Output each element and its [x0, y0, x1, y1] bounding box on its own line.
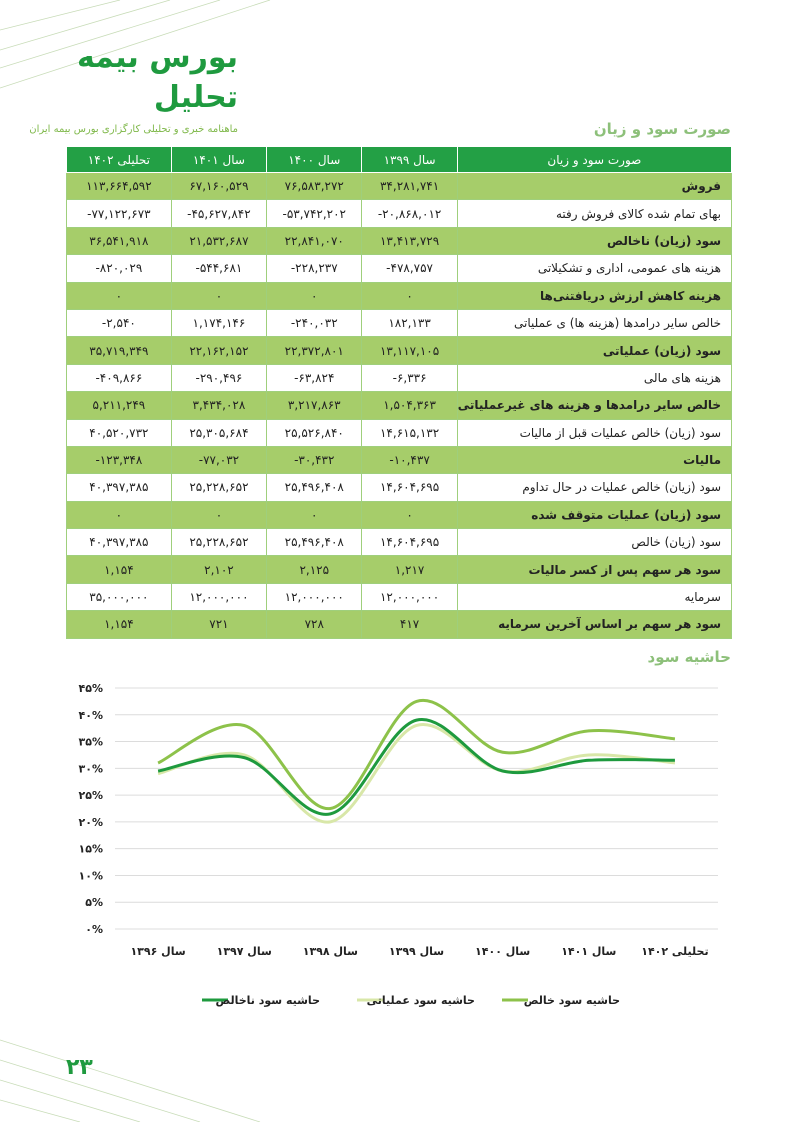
table-cell: [362, 446, 457, 473]
page-number: ۲۳: [66, 1055, 93, 1080]
table-cell: [67, 419, 172, 446]
cell-value: ۰: [311, 507, 318, 522]
table-row: [67, 364, 732, 391]
cell-value: -۱۰,۴۳۷: [389, 453, 430, 468]
table-header: صورت سود و زیان: [457, 147, 731, 173]
y-tick-label: ۴۰%: [78, 708, 103, 722]
cell-value: ۷۲۱: [209, 617, 229, 632]
cell-value: -۲۹۰,۴۹۶: [195, 370, 243, 385]
y-tick-label: ۴۵%: [78, 682, 103, 695]
table-cell: [362, 529, 457, 556]
cell-value: ۰: [406, 507, 413, 522]
table-cell: [67, 611, 172, 638]
table-cell: [67, 173, 172, 200]
cell-value: -۱۲۳,۳۴۸: [95, 453, 143, 468]
cell-value: ۱۴,۶۰۴,۶۹۵: [379, 480, 440, 495]
table-cell: [362, 611, 457, 638]
cell-value: ۱۲,۰۰۰,۰۰۰: [189, 590, 249, 605]
row-label: مالیات: [457, 446, 731, 473]
table-cell: [267, 309, 362, 336]
table-cell: [171, 364, 266, 391]
table-cell: [362, 556, 457, 583]
table-cell: [362, 255, 457, 282]
table-cell: [362, 200, 457, 227]
table-cell: [362, 282, 457, 309]
table-cell: [267, 611, 362, 638]
table-cell: [362, 364, 457, 391]
cell-value: ۳۶,۵۴۱,۹۱۸: [89, 233, 149, 248]
cell-value: ۱,۱۵۴: [104, 562, 134, 577]
section-title-profit-margin: حاشیه سود: [647, 648, 731, 666]
cell-value: ۲۲,۱۶۲,۱۵۲: [189, 343, 249, 358]
income-statement-table: [66, 146, 732, 639]
table-row: [67, 282, 732, 309]
cell-value: ۱۳,۱۱۷,۱۰۵: [379, 343, 440, 358]
cell-value: ۶۷,۱۶۰,۵۲۹: [189, 179, 249, 194]
table-cell: [171, 611, 266, 638]
cell-value: ۱,۱۵۴: [104, 617, 134, 632]
table-cell: [171, 446, 266, 473]
y-tick-label: ۳۵%: [78, 735, 103, 749]
table-cell: [67, 227, 172, 254]
row-label: سود (زیان) خالص عملیات قبل از مالیات: [457, 419, 731, 446]
cell-value: ۲۵,۳۰۵,۶۸۴: [189, 425, 249, 440]
brand-subtitle: ماهنامه خبری و تحلیلی کارگزاری بورس بیمه ایران: [29, 124, 238, 135]
cell-value: -۸۲۰,۰۲۹: [95, 261, 143, 276]
cell-value: ۴۱۷: [399, 617, 420, 632]
row-label: فروش: [457, 173, 731, 200]
table-cell: [171, 282, 266, 309]
table-cell: [171, 200, 266, 227]
row-label: خالص سایر درامدها و هزینه های غیرعملیاتی: [457, 392, 731, 419]
table-cell: [362, 392, 457, 419]
cell-value: -۵۳,۷۴۲,۲۰۲: [282, 206, 347, 221]
cell-value: ۷۲۸: [304, 617, 324, 632]
cell-value: ۲,۱۲۵: [299, 562, 330, 577]
cell-value: -۶۳,۸۲۴: [294, 370, 335, 385]
table-cell: [171, 255, 266, 282]
cell-value: ۳,۲۱۷,۸۶۳: [287, 398, 341, 413]
table-row: [67, 529, 732, 556]
brand-title: بورس بیمه تحلیل: [76, 40, 238, 115]
table-cell: [67, 392, 172, 419]
table-row: [67, 501, 732, 528]
table-header-row: [67, 147, 732, 173]
table-header: سال ۱۴۰۰: [267, 147, 362, 173]
legend-label: حاشیه سود عملیاتی: [366, 994, 475, 1007]
x-tick-label: سال ۱۳۹۸: [302, 945, 358, 958]
cell-value: ۱۱۳,۶۶۴,۵۹۲: [86, 179, 152, 194]
cell-value: ۲۱,۵۳۲,۶۸۷: [189, 233, 249, 248]
table-cell: [267, 583, 362, 610]
cell-value: -۷۷,۰۳۲: [198, 453, 240, 468]
cell-value: -۲۲۸,۲۳۷: [290, 261, 338, 276]
row-label: سود (زیان) ناخالص: [457, 227, 731, 254]
table-row: [67, 446, 732, 473]
table-cell: [362, 173, 457, 200]
table-cell: [267, 446, 362, 473]
row-label: خالص سایر درامدها (هزینه ها) ی عملیاتی: [457, 309, 731, 336]
cell-value: ۱۳,۴۱۳,۷۲۹: [379, 233, 440, 248]
cell-value: ۴۰,۳۹۷,۳۸۵: [89, 480, 149, 495]
cell-value: -۷۷,۱۲۲,۶۷۳: [87, 206, 151, 221]
y-tick-label: ۰%: [85, 923, 103, 936]
table-cell: [67, 364, 172, 391]
cell-value: -۲۰,۸۶۸,۰۱۲: [377, 206, 442, 221]
row-label: سود هر سهم پس از کسر مالیات: [457, 556, 731, 583]
table-cell: [67, 474, 172, 501]
table-row: [67, 474, 732, 501]
cell-value: -۴۵,۶۲۷,۸۴۲: [187, 206, 251, 221]
row-label: هزینه های مالی: [457, 364, 731, 391]
row-label: سود (زیان) خالص عملیات در حال تداوم: [457, 474, 731, 501]
table-cell: [171, 227, 266, 254]
series-line: [158, 725, 675, 823]
section-title-income-statement: صورت سود و زیان: [593, 120, 731, 138]
table-cell: [171, 309, 266, 336]
cell-value: -۲,۵۴۰: [101, 316, 136, 331]
cell-value: ۳۵,۷۱۹,۳۴۹: [89, 343, 149, 358]
table-cell: [171, 583, 266, 610]
table-header: سال ۱۳۹۹: [362, 147, 457, 173]
cell-value: -۶,۳۳۶: [392, 370, 427, 385]
cell-value: -۴۰۹,۸۶۶: [95, 370, 143, 385]
cell-value: ۵,۲۱۱,۲۴۹: [92, 398, 146, 413]
table-cell: [67, 501, 172, 528]
table-cell: [267, 364, 362, 391]
cell-value: ۳,۴۳۴,۰۲۸: [192, 398, 246, 413]
row-label: سود هر سهم بر اساس آخرین سرمایه: [457, 611, 731, 638]
table-cell: [267, 227, 362, 254]
cell-value: ۲,۱۰۲: [204, 562, 234, 577]
cell-value: ۲۲,۸۴۱,۰۷۰: [284, 233, 344, 248]
cell-value: ۳۵,۰۰۰,۰۰۰: [89, 590, 149, 605]
cell-value: ۷۶,۵۸۳,۲۷۲: [284, 179, 344, 194]
row-label: سود (زیان) عملیات متوقف شده: [457, 501, 731, 528]
cell-value: ۱,۲۱۷: [394, 562, 425, 577]
brand-header: [18, 38, 238, 135]
y-tick-label: ۳۰%: [78, 762, 103, 776]
table-cell: [171, 419, 266, 446]
table-cell: [267, 255, 362, 282]
cell-value: ۱۴,۶۱۵,۱۳۲: [379, 425, 440, 440]
cell-value: ۰: [215, 507, 223, 522]
cell-value: ۲۲,۳۷۲,۸۰۱: [284, 343, 344, 358]
cell-value: ۱۲,۰۰۰,۰۰۰: [379, 590, 440, 605]
table-cell: [67, 556, 172, 583]
cell-value: -۵۴۴,۶۸۱: [195, 261, 243, 276]
cell-value: ۰: [406, 288, 413, 303]
table-row: [67, 173, 732, 200]
table-row: [67, 583, 732, 610]
row-label: بهای تمام شده کالای فروش رفته: [457, 200, 731, 227]
cell-value: ۰: [311, 288, 318, 303]
row-label: هزینه های عمومی، اداری و تشکیلاتی: [457, 255, 731, 282]
cell-value: ۳۴,۲۸۱,۷۴۱: [379, 179, 440, 194]
table-cell: [67, 583, 172, 610]
table-cell: [267, 501, 362, 528]
table-cell: [362, 227, 457, 254]
table-cell: [267, 282, 362, 309]
table-row: [67, 227, 732, 254]
table-cell: [267, 529, 362, 556]
table-cell: [362, 419, 457, 446]
legend-label: حاشیه سود خالص: [523, 994, 620, 1007]
cell-value: ۱۲,۰۰۰,۰۰۰: [284, 590, 344, 605]
cell-value: ۲۵,۵۲۶,۸۴۰: [284, 425, 344, 440]
table-row: [67, 419, 732, 446]
x-tick-label: سال ۱۴۰۱: [561, 945, 617, 958]
table-cell: [67, 446, 172, 473]
table-cell: [362, 583, 457, 610]
table-cell: [267, 173, 362, 200]
y-tick-label: ۲۰%: [78, 815, 103, 829]
table-header: سال ۱۴۰۱: [171, 147, 266, 173]
cell-value: ۱۴,۶۰۴,۶۹۵: [379, 535, 440, 550]
table-cell: [362, 474, 457, 501]
table-row: [67, 309, 732, 336]
row-label: سود (زیان) خالص: [457, 529, 731, 556]
table-cell: [267, 419, 362, 446]
y-tick-label: ۲۵%: [78, 789, 103, 803]
table-cell: [67, 529, 172, 556]
table-cell: [267, 337, 362, 364]
profit-margin-chart: [60, 672, 740, 1032]
cell-value: ۴۰,۳۹۷,۳۸۵: [89, 535, 149, 550]
cell-value: ۱,۵۰۴,۳۶۳: [383, 398, 436, 413]
table-cell: [67, 337, 172, 364]
table-cell: [171, 556, 266, 583]
x-tick-label: تحلیلی ۱۴۰۲: [641, 945, 709, 958]
row-label: سود (زیان) عملیاتی: [457, 337, 731, 364]
table-cell: [362, 309, 457, 336]
table-cell: [67, 282, 172, 309]
cell-value: ۴۰,۵۲۰,۷۳۲: [89, 425, 149, 440]
row-label: هزینه کاهش ارزش دریافتنی‌ها: [457, 282, 731, 309]
table-cell: [171, 337, 266, 364]
x-tick-label: سال ۱۴۰۰: [475, 945, 531, 958]
table-cell: [171, 501, 266, 528]
x-tick-label: سال ۱۳۹۶: [130, 945, 186, 958]
table-cell: [267, 392, 362, 419]
table-body: [67, 173, 732, 639]
cell-value: ۲۵,۲۲۸,۶۵۲: [189, 480, 249, 495]
table-cell: [67, 309, 172, 336]
table-row: [67, 200, 732, 227]
table-header: تحلیلی ۱۴۰۲: [67, 147, 172, 173]
cell-value: ۲۵,۴۹۶,۴۰۸: [284, 535, 344, 550]
table-cell: [171, 392, 266, 419]
x-tick-label: سال ۱۳۹۷: [216, 945, 272, 958]
cell-value: -۴۷۸,۷۵۷: [386, 261, 433, 276]
table-cell: [362, 501, 457, 528]
y-tick-label: ۱۰%: [78, 869, 103, 883]
cell-value: ۱۸۲,۱۳۳: [388, 316, 431, 331]
table-row: [67, 556, 732, 583]
table-cell: [67, 255, 172, 282]
table-cell: [171, 529, 266, 556]
cell-value: -۲۴۰,۰۳۲: [290, 316, 338, 331]
row-label: سرمایه: [457, 583, 731, 610]
y-tick-label: ۵%: [85, 896, 103, 910]
x-tick-label: سال ۱۳۹۹: [388, 945, 445, 958]
cell-value: ۲۵,۲۲۸,۶۵۲: [189, 535, 249, 550]
cell-value: -۳۰,۴۳۲: [294, 453, 335, 468]
table-row: [67, 611, 732, 638]
cell-value: ۲۵,۴۹۶,۴۰۸: [284, 480, 344, 495]
table-cell: [362, 337, 457, 364]
legend-label: حاشیه سود ناخالص: [215, 994, 320, 1007]
cell-value: ۰: [115, 507, 123, 522]
series-line: [158, 719, 675, 814]
y-tick-label: ۱۵%: [78, 842, 103, 856]
table-cell: [67, 200, 172, 227]
cell-value: ۰: [115, 288, 123, 303]
cell-value: ۱,۱۷۴,۱۴۶: [192, 316, 246, 331]
table-cell: [171, 173, 266, 200]
cell-value: ۰: [215, 288, 223, 303]
table-row: [67, 255, 732, 282]
table-cell: [171, 474, 266, 501]
table-row: [67, 392, 732, 419]
table-cell: [267, 474, 362, 501]
table-row: [67, 337, 732, 364]
table-cell: [267, 200, 362, 227]
table-cell: [267, 556, 362, 583]
